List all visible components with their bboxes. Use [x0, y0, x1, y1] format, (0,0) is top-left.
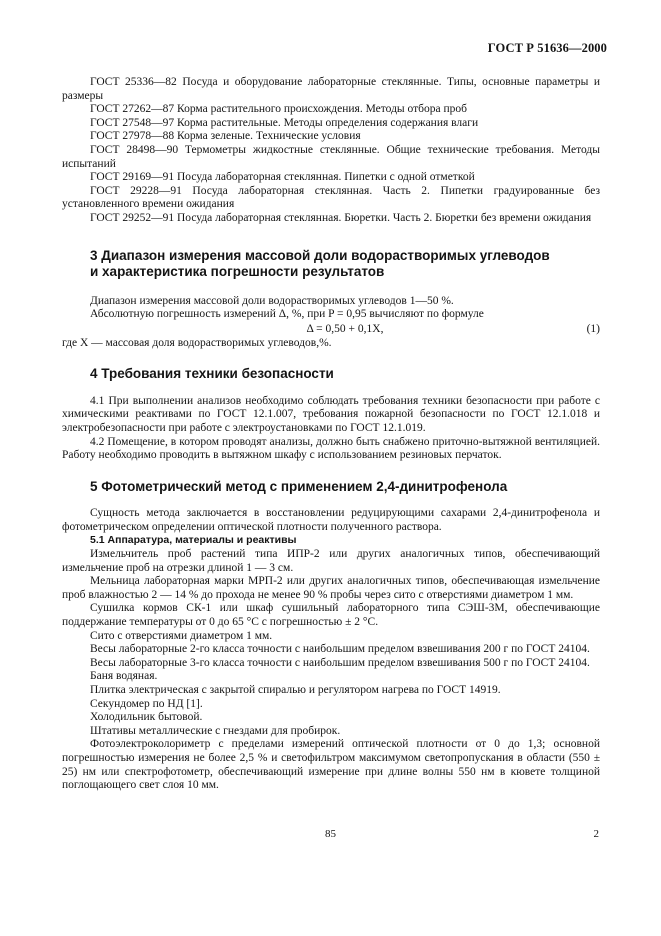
page-number: 85: [325, 828, 336, 840]
equipment-item: Весы лабораторные 2-го класса точности с наибольшим пределом взвешивания 200 г по ГОСТ 24104.: [90, 643, 590, 656]
page-content: [62, 76, 600, 793]
reference-item: ГОСТ 27262—87 Корма растительного происхождения. Методы отбора проб: [90, 103, 467, 116]
reference-item: ГОСТ 29228—91 Посуда лабораторная стеклянная. Часть 2. Пипетки градуированные без установленного времени ожидания: [62, 184, 600, 211]
section-3-paragraph-2: Абсолютную погрешность измерений Δ, %, при P = 0,95 вычисляют по формуле: [90, 308, 484, 321]
normative-references-list: [62, 76, 600, 226]
section-5-title: 5 Фотометрический метод с применением 2,4-динитрофенола: [90, 478, 508, 494]
document-header: ГОСТ Р 51636—2000: [487, 41, 607, 55]
section-4-paragraph-1: 4.1 При выполнении анализов необходимо соблюдать требования техники безопасности при работе с химическими реактивами по ГОСТ 12.1.007, требования пожарной безопасности по ГОСТ 12.1.018 и электробезопасности при работе с электроустановками по ГОСТ 12.1.019.: [62, 394, 600, 434]
section-3-title-line2: и характеристика погрешности результатов: [90, 264, 385, 280]
equipment-item: Весы лабораторные 3-го класса точности с наибольшим пределом взвешивания 500 г по ГОСТ 24104.: [90, 656, 590, 669]
equipment-item: Плитка электрическая с закрытой спиралью и регулятором нагрева по ГОСТ 14919.: [90, 684, 501, 696]
equipment-item: Секундомер по НД [1].: [90, 697, 203, 710]
section-5-paragraph-1: Сущность метода заключается в восстановлении редуцирующими сахарами 2,4-динитрофенола и фотометрическом определении оптической плотности полученного раствора.: [62, 507, 600, 533]
equipment-item: Баня водяная.: [90, 670, 158, 683]
equipment-item: Мельница лабораторная марки МРП-2 или других аналогичных типов, обеспечивающая измельчение проб влажностью 2 — 14 % до прохода не менее 90 % пробы через сито с отверстиями диаметром 1 мм.: [62, 575, 600, 601]
sheet-number: 2: [593, 828, 599, 840]
subsection-5-1-title: 5.1 Аппаратура, материалы и реактивы: [90, 534, 297, 547]
section-3: [62, 248, 600, 351]
reference-item: ГОСТ 27978—88 Корма зеленые. Технические условия: [90, 130, 361, 143]
equipment-item: Штативы металлические с гнездами для пробирок.: [90, 724, 341, 737]
reference-item: ГОСТ 29169—91 Посуда лабораторная стеклянная. Пипетки с одной отметкой: [90, 171, 475, 184]
section-4-paragraph-2: 4.2 Помещение, в котором проводят анализы, должно быть снабжено приточно-вытяжной вентиляцией. Работу необходимо проводить в вытяжном шкафу с использованием резиновых перчаток.: [62, 435, 600, 462]
equipment-item: Сушилка кормов СК-1 или шкаф сушильный лабораторного типа СЭШ-3М, обеспечивающие поддержание температуры от 0 до 65 °С с погрешностью ± 2 °С.: [62, 602, 600, 629]
formula-expression: Δ = 0,50 + 0,1X,: [306, 322, 384, 335]
formula-number: (1): [586, 322, 600, 335]
section-4-title: 4 Требования техники безопасности: [90, 366, 334, 382]
section-3-paragraph-3: где X — массовая доля водорастворимых углеводов,%.: [62, 336, 332, 349]
reference-item: ГОСТ 29252—91 Посуда лабораторная стеклянная. Бюретки. Часть 2. Бюретки без времени ожидания: [90, 211, 592, 224]
equipment-item: Измельчитель проб растений типа ИПР-2 или других аналогичных типов, обеспечивающий измельчение проб на отрезки длиной 1 — 3 см.: [62, 548, 600, 574]
section-3-paragraph-1: Диапазон измерения массовой доли водорастворимых углеводов 1—50 %.: [90, 294, 454, 307]
equipment-item: Холодильник бытовой.: [90, 711, 203, 724]
formula-1: [62, 322, 600, 337]
section-4: [62, 366, 600, 462]
reference-item: ГОСТ 28498—90 Термометры жидкостные стеклянные. Общие технические требования. Методы испытаний: [62, 143, 600, 170]
equipment-item: Сито с отверстиями диаметром 1 мм.: [90, 629, 273, 642]
section-3-title-line1: 3 Диапазон измерения массовой доли водорастворимых углеводов: [90, 247, 550, 263]
section-5: [62, 479, 600, 793]
reference-item: ГОСТ 25336—82 Посуда и оборудование лабораторные стеклянные. Типы, основные параметры и размеры: [62, 76, 600, 102]
equipment-item: Фотоэлектроколориметр с пределами измерений оптической плотности от 0 до 1,3; основной погрешностью измерения не более 2,5 % и светофильтром максимумом светопропускания в области (550 ± 25) нм или спектрофотометр, обеспечивающий измерение при длине волны 550 нм в кювете толщиной поглощающего свет слоя 10 мм.: [62, 738, 600, 792]
reference-item: ГОСТ 27548—97 Корма растительные. Методы определения содержания влаги: [90, 116, 479, 129]
